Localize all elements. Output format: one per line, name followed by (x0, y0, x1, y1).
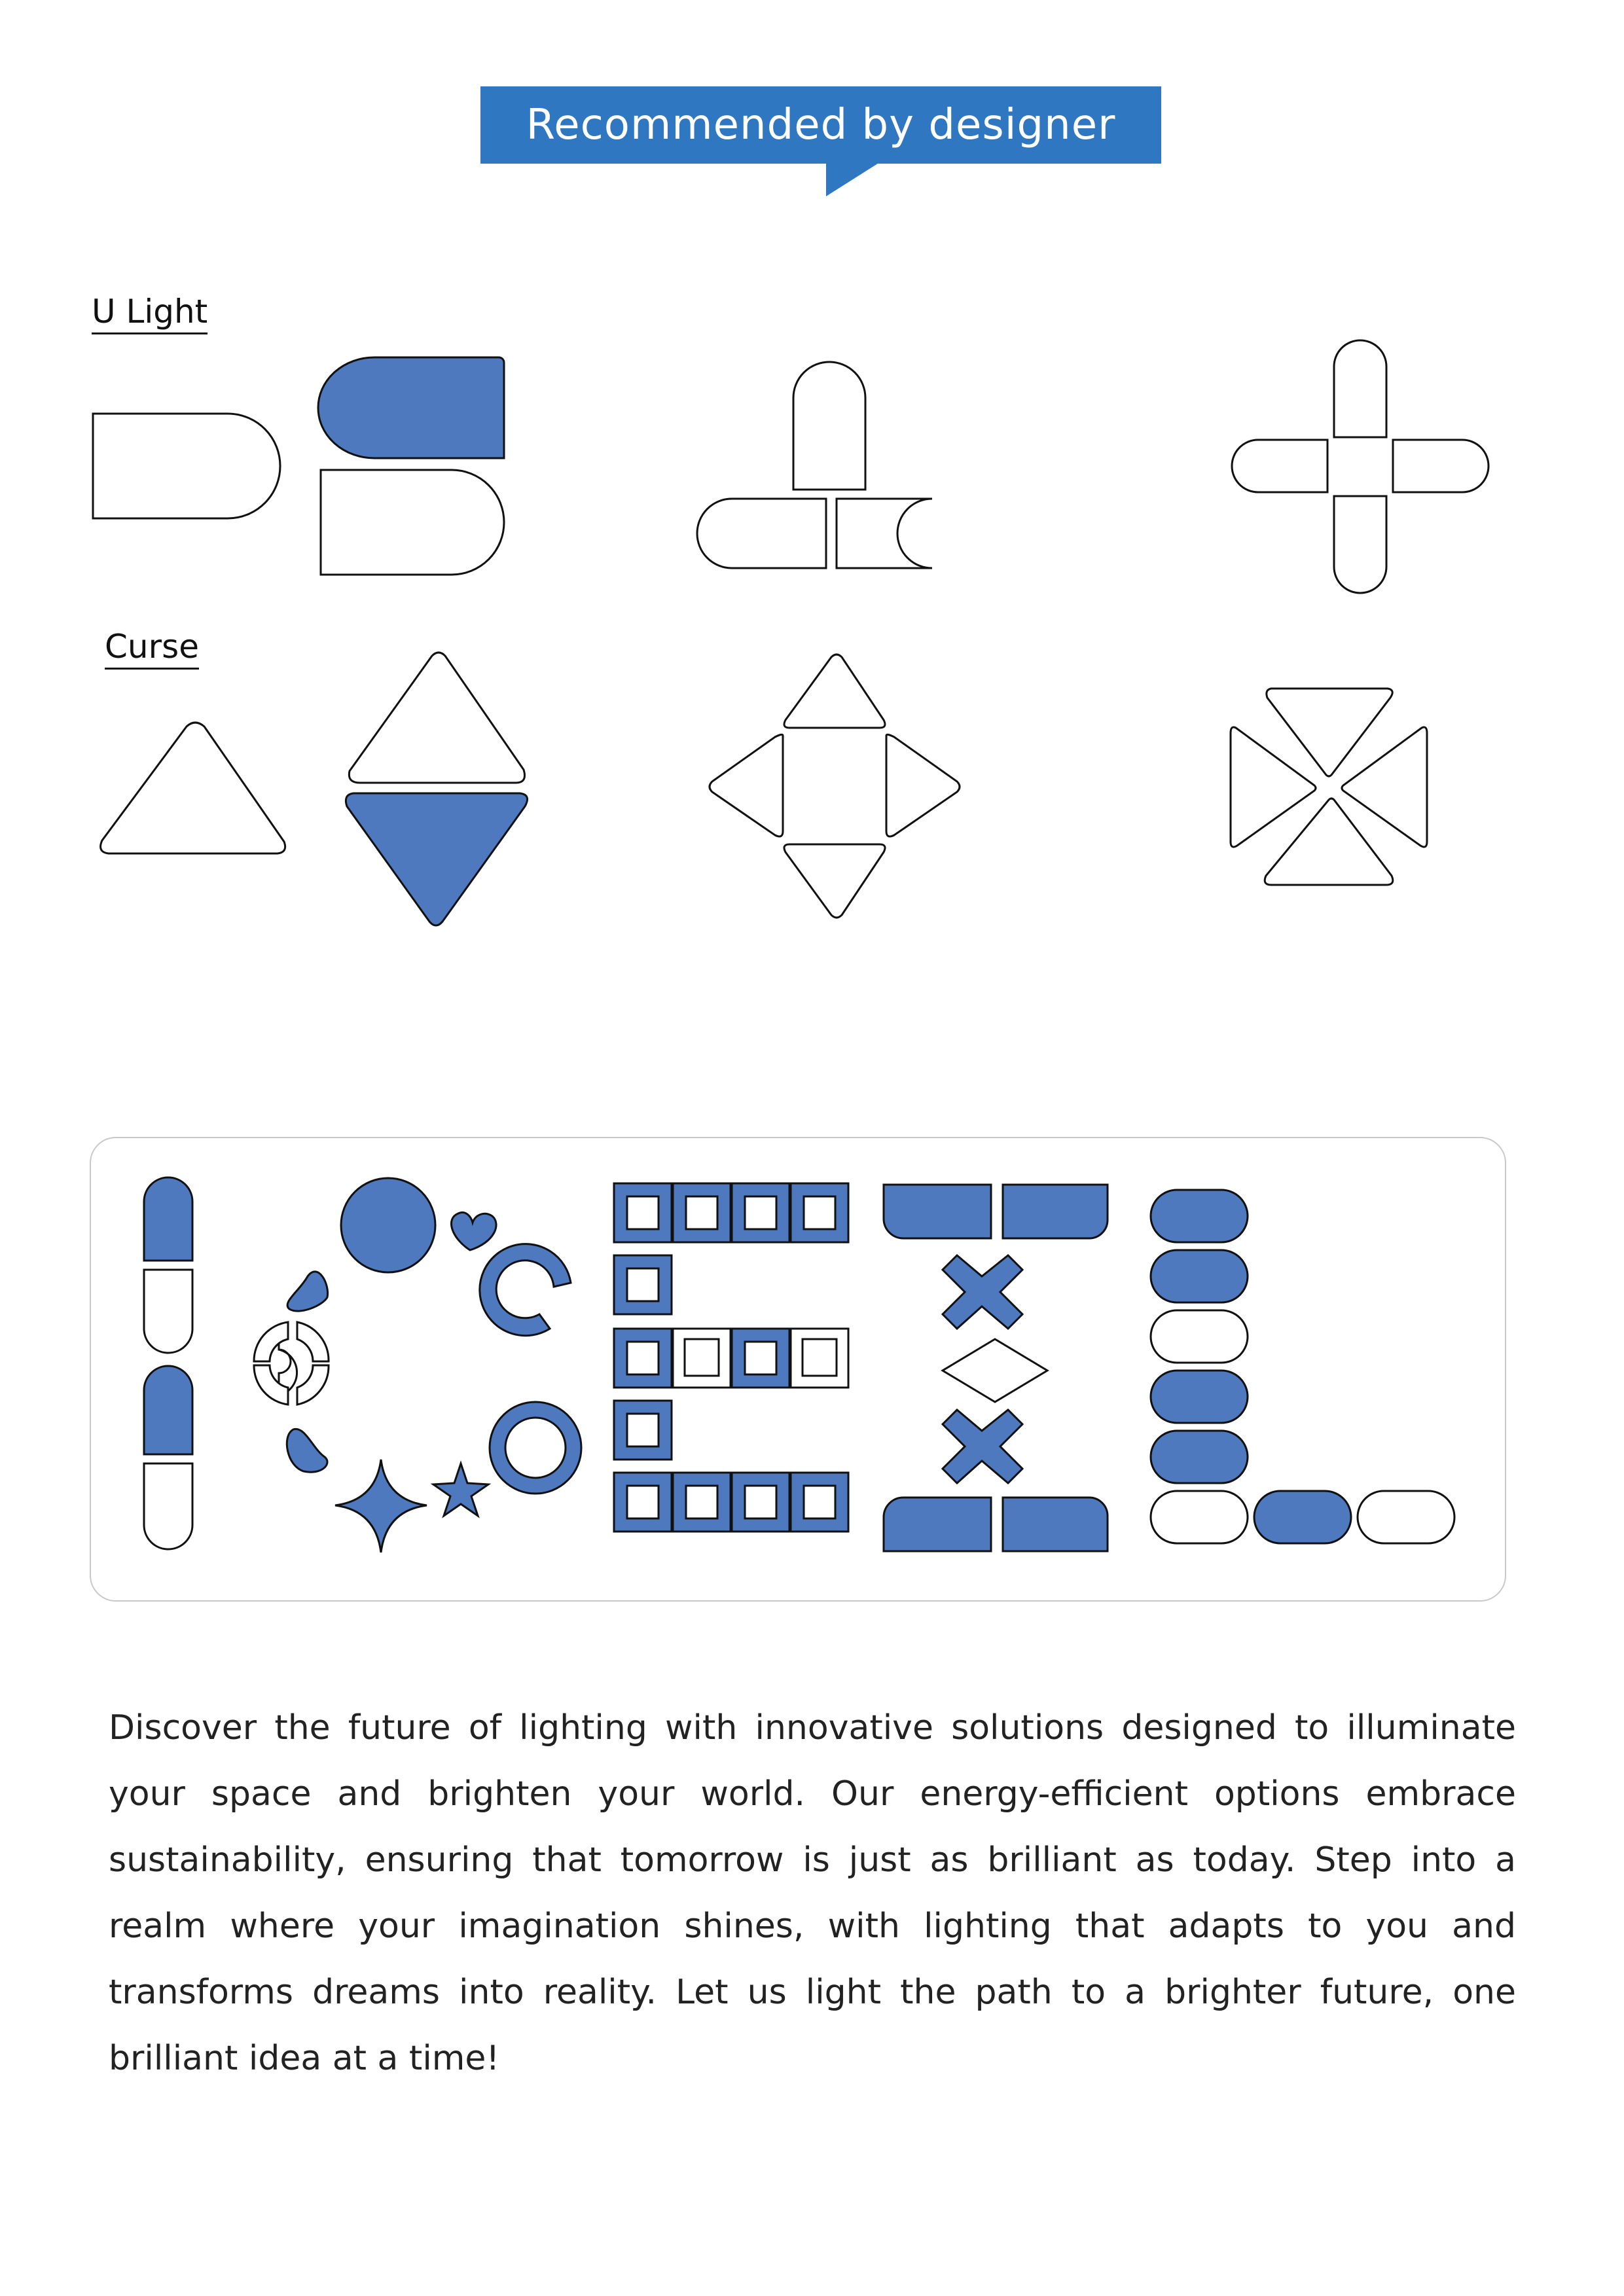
description-paragraph: Discover the future of lighting with innovative solutions designed to illuminate your space and brighten your world. Our energy-efficient options embrace sustainability, ensuring that tomorrow is just as brilliant as today. Step into a realm where your imagination shines, with lighting that adapts to you and transforms dreams into reality. Let us light the path to a brighter future, one brilliant idea at a time! (109, 1708, 1516, 2078)
u-light-cross (1232, 340, 1489, 593)
curse-bowtie (1231, 689, 1427, 885)
section-label-u-light: U Light (92, 293, 208, 334)
logo-panel (90, 1137, 1506, 1602)
banner-text: Recommended by designer (526, 101, 1116, 149)
curse-four-triangles (710, 655, 960, 918)
curse-triangle-pair (346, 653, 527, 925)
u-light-single (93, 414, 280, 518)
u-light-t-shape (697, 362, 932, 568)
curse-single-triangle (101, 723, 285, 853)
section-label-curse: Curse (105, 628, 199, 670)
u-light-pair (318, 357, 504, 575)
